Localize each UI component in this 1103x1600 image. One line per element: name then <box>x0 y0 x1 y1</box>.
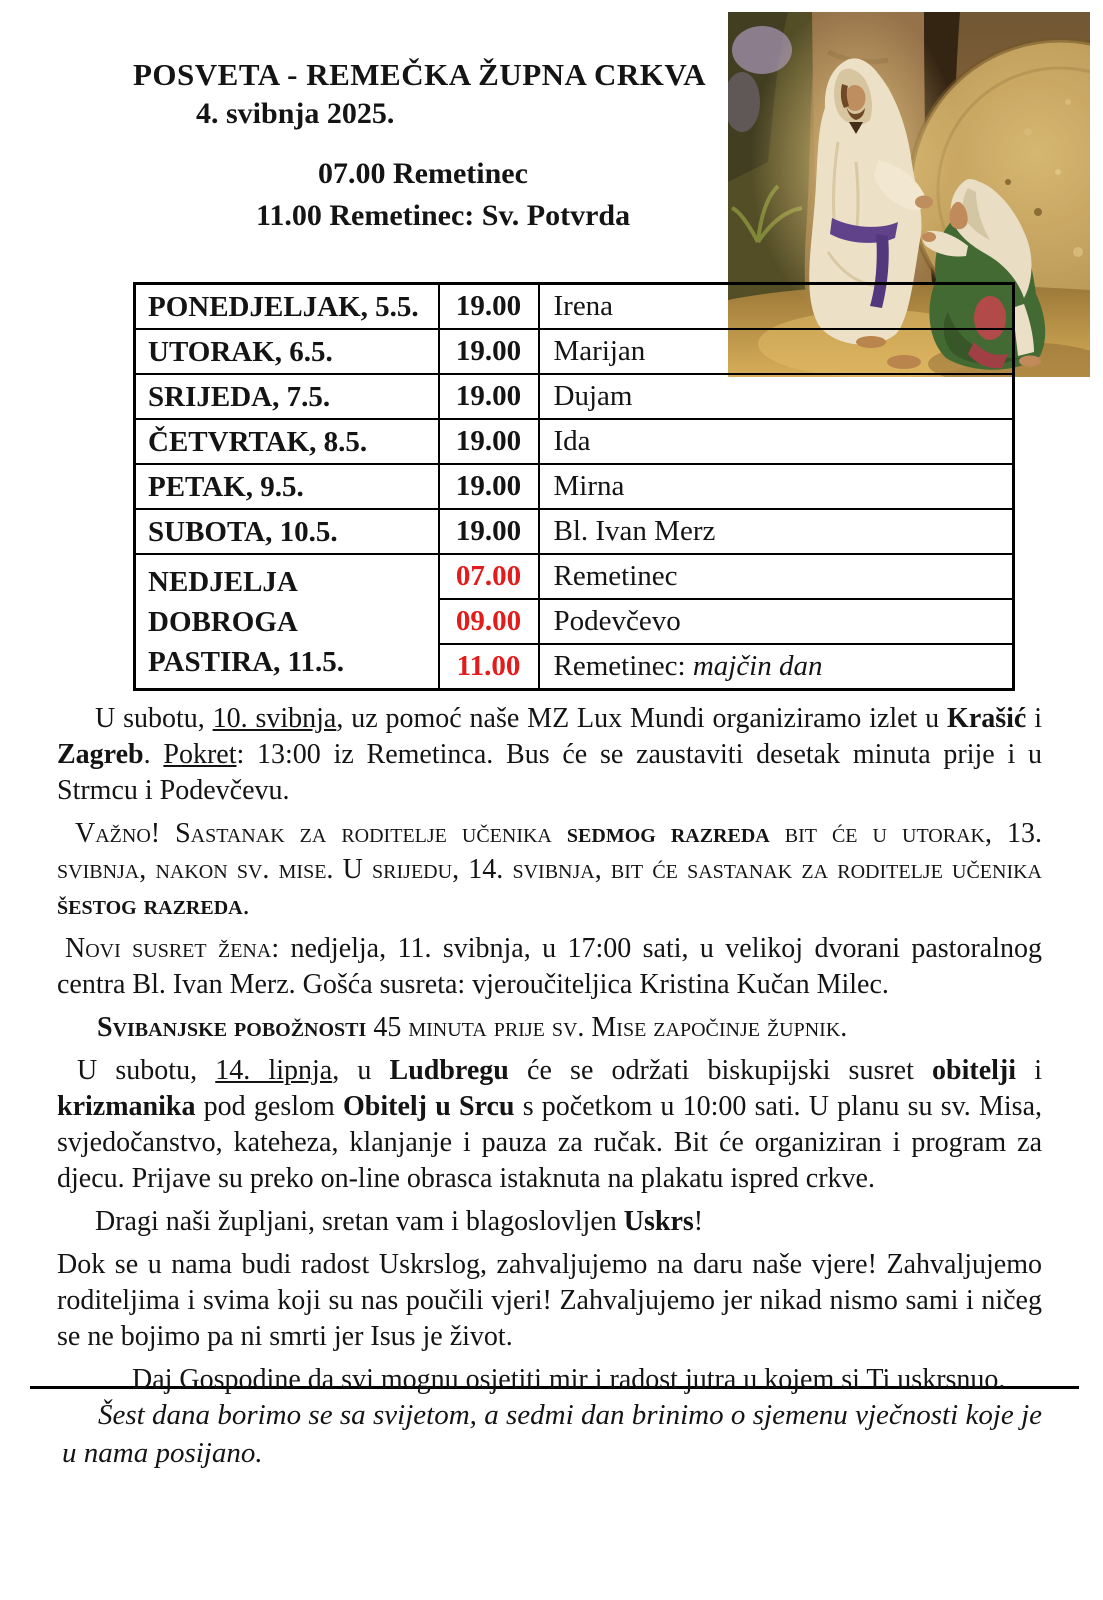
text-run: Marijan <box>553 335 646 367</box>
text-run: Daj Gospodine da svi mognu osjetiti mir i radost jutra u kojem si Ti uskrsnuo. <box>132 1364 1006 1395</box>
intention-cell <box>539 419 1014 464</box>
page-title: POSVETA - REMEČKA ŽUPNA CRKVA <box>133 57 707 92</box>
text-run: ! <box>693 1206 704 1237</box>
announcements-section <box>57 701 1042 1405</box>
text-run: 45 minuta prije sv. Mise započinje župnik. <box>373 1012 848 1043</box>
text-run: 10. svibnja <box>212 703 337 734</box>
text-run: krizmanika <box>57 1091 196 1122</box>
day-cell <box>135 329 439 374</box>
table-row <box>135 464 1014 509</box>
text-run: Pokret <box>163 739 237 770</box>
day-cell <box>135 374 439 419</box>
intention-cell <box>539 329 1014 374</box>
day-line: DOBROGA <box>148 605 298 638</box>
day-line: SUBOTA, 10.5. <box>148 515 338 548</box>
text-run: sedmog razreda <box>566 818 770 849</box>
text-run: 14. lipnja <box>215 1055 333 1086</box>
text-run: šestog razreda <box>57 890 243 921</box>
time-cell: 11.00 <box>439 644 539 690</box>
time-cell: 19.00 <box>439 464 539 509</box>
text-run: U subotu, <box>77 1055 216 1086</box>
text-run: i <box>1016 1055 1042 1086</box>
table-row <box>135 419 1014 464</box>
page-date: 4. svibnja 2025. <box>196 97 395 130</box>
text-run: će se održati biskupijski susret <box>508 1055 933 1086</box>
text-run: Novi susret žena <box>65 933 272 964</box>
intention-cell <box>539 284 1014 330</box>
text-run: Krašić <box>947 703 1027 734</box>
time-cell: 19.00 <box>439 419 539 464</box>
text-run: i <box>1026 703 1042 734</box>
text-run: , u <box>332 1055 390 1086</box>
text-run: Dujam <box>553 380 633 412</box>
day-cell <box>135 419 439 464</box>
text-run: Obitelj u Srcu <box>343 1091 515 1122</box>
day-line: PETAK, 9.5. <box>148 470 304 503</box>
text-run: s početkom u 10:00 sati. U planu su sv. Misa, svjedočanstvo, kateheza, klanjanje i pauza za ručak. Bit će organiziran i program za djecu. Prijave su preko on-line obrasca istaknuta na plakatu ispred crkve. <box>57 1091 1042 1194</box>
text-run: Važno! Sastanak za roditelje učenika <box>75 818 567 849</box>
text-run: Ida <box>553 425 591 457</box>
mass-time-line-2: 11.00 Remetinec: Sv. Potvrda <box>256 199 631 232</box>
day-line: SRIJEDA, 7.5. <box>148 380 331 413</box>
excursion-announcement <box>57 701 1042 809</box>
text-run: : nedjelja, 11. svibnja, u 17:00 sati, u velikoj dvorani pastoralnog centra Bl. Ivan Merz. Gošća susreta: vjeroučiteljica Kristina Kučan Milec. <box>57 933 1042 1000</box>
time-cell: 19.00 <box>439 329 539 374</box>
table-row <box>135 284 1014 330</box>
text-run: majčin dan <box>692 650 823 682</box>
text-run: : 13:00 iz Remetinca. Bus će se zaustaviti desetak minuta prije i u Strmcu i Podevčevu. <box>57 739 1042 806</box>
intention-cell <box>539 554 1014 599</box>
text-run: Mirna <box>553 470 625 502</box>
table-row <box>135 329 1014 374</box>
may-devotions-announcement <box>57 1010 1042 1046</box>
day-cell <box>135 464 439 509</box>
text-run: Ludbregu <box>389 1055 509 1086</box>
text-run: Dok se u nama budi radost Uskrslog, zahvaljujemo na daru naše vjere! Zahvaljujemo roditeljima i svima koji su nas poučili vjeri! Zahvaljujemo jer nikad nismo sami i ničeg se ne bojimo pa ni smrti jer Isus je život. <box>57 1249 1042 1352</box>
schedule-table <box>133 282 1015 691</box>
day-line: UTORAK, 6.5. <box>148 335 333 368</box>
schedule-table-body <box>135 284 1014 690</box>
womens-meeting-announcement <box>57 931 1042 1003</box>
table-row <box>135 374 1014 419</box>
easter-prayer <box>57 1362 1042 1398</box>
time-cell: 19.00 <box>439 509 539 554</box>
day-cell <box>135 284 439 330</box>
day-line: PONEDJELJAK, 5.5. <box>148 290 419 323</box>
time-cell: 19.00 <box>439 284 539 330</box>
text-run: Podevčevo <box>553 605 681 637</box>
day-line: ČETVRTAK, 8.5. <box>148 425 368 458</box>
text-run: Irena <box>553 290 614 322</box>
intention-cell <box>539 599 1014 644</box>
time-cell: 07.00 <box>439 554 539 599</box>
text-run: U subotu, <box>95 703 213 734</box>
text-run: Zagreb <box>57 739 144 770</box>
text-run: pod geslom <box>195 1091 343 1122</box>
text-run: Bl. Ivan Merz <box>553 515 716 547</box>
ludbreg-meeting-announcement <box>57 1053 1042 1197</box>
easter-greeting <box>57 1204 1042 1240</box>
text-run: Remetinec <box>553 560 678 592</box>
text-run: Dragi naši župljani, sretan vam i blagoslovljen <box>95 1206 624 1237</box>
text-run: Uskrs <box>623 1206 694 1237</box>
table-row <box>135 509 1014 554</box>
text-run: Svibanjske pobožnosti <box>97 1012 374 1043</box>
mass-schedule <box>133 282 1015 691</box>
easter-reflection <box>57 1247 1042 1355</box>
intention-cell <box>539 374 1014 419</box>
text-run: , uz pomoć naše MZ Lux Mundi organiziramo izlet u <box>336 703 948 734</box>
parents-meeting-announcement <box>57 816 1042 924</box>
day-line: PASTIRA, 11.5. <box>148 645 345 678</box>
table-row <box>135 554 1014 599</box>
mass-time-line-1: 07.00 Remetinec <box>318 157 528 190</box>
day-line: NEDJELJA <box>148 565 298 598</box>
text-run: . <box>242 890 250 921</box>
intention-cell <box>539 464 1014 509</box>
text-run: bit će u utorak, 13. svibnja, nakon sv. mise. U srijedu, 14. svibnja, bit će sastanak za roditelje učenika <box>57 818 1042 885</box>
time-cell: 09.00 <box>439 599 539 644</box>
time-cell: 19.00 <box>439 374 539 419</box>
text-run: . <box>143 739 164 770</box>
day-cell <box>135 509 439 554</box>
text-run: Remetinec: <box>553 650 693 682</box>
footer-quote: Šest dana borimo se sa svijetom, a sedmi dan brinimo o sjemenu vječnosti koje je u nama posijano. <box>62 1399 1042 1469</box>
intention-cell <box>539 644 1014 690</box>
day-cell <box>135 554 439 690</box>
text-run: obitelji <box>932 1055 1017 1086</box>
intention-cell <box>539 509 1014 554</box>
